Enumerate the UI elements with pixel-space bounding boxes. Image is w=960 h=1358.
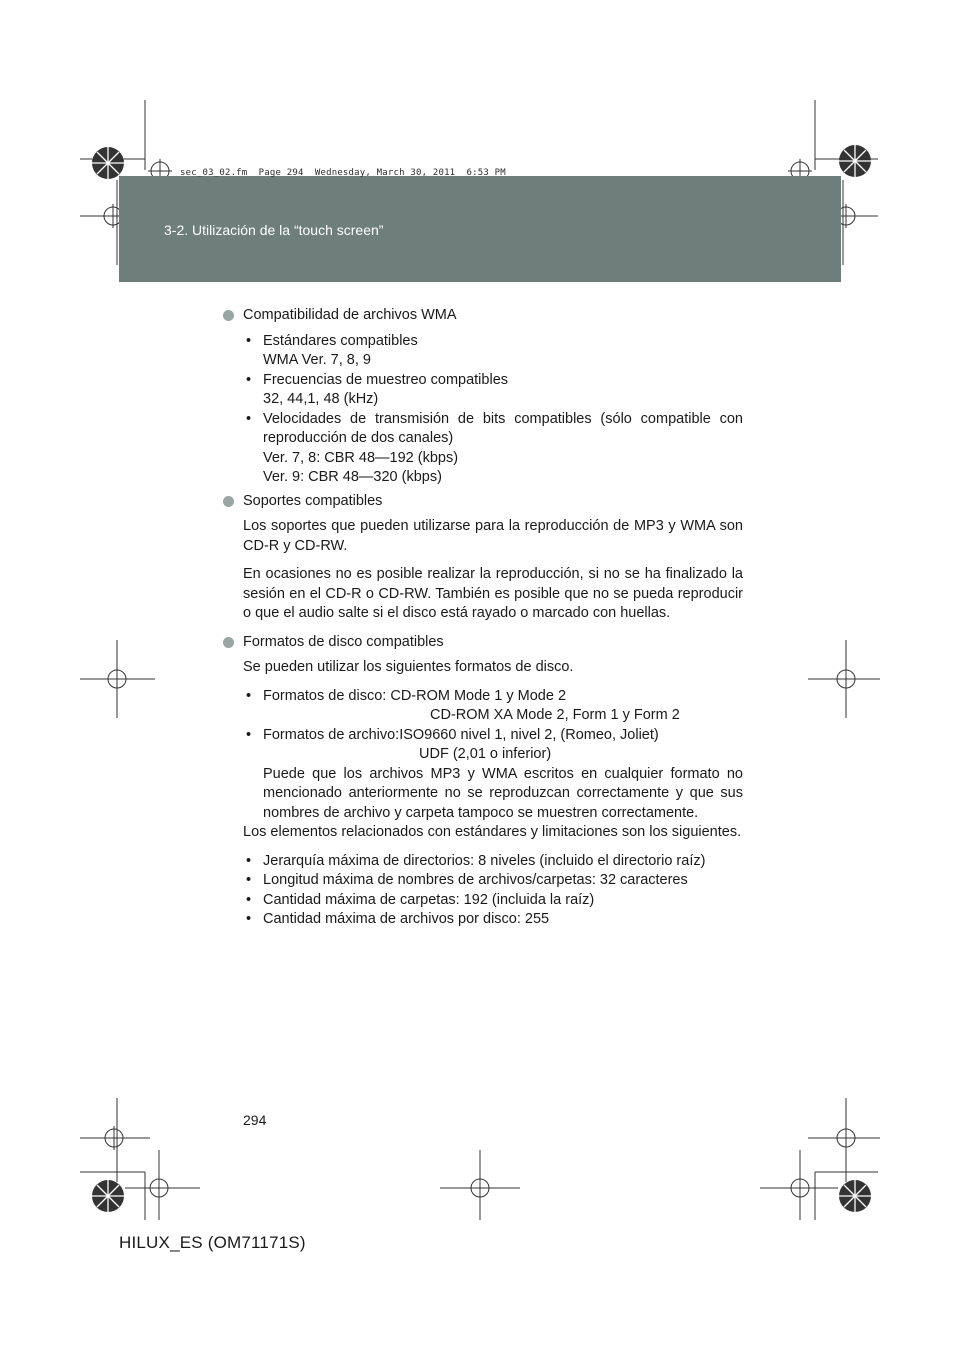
list-item: • Frecuencias de muestreo compatibles 32, 44,1, 48 (kHz) — [246, 371, 509, 407]
list-item: • Estándares compatibles WMA Ver. 7, 8, 9 — [246, 332, 418, 368]
footer-model: HILUX_ES (OM71171S) — [119, 1233, 306, 1252]
heading-media: Soportes compatibles — [222, 492, 743, 512]
heading-formats: Formatos de disco compatibles — [222, 633, 743, 653]
page-number: 294 — [243, 1112, 267, 1128]
list-item: • Jerarquía máxima de directorios: 8 niveles (incluido el directorio raíz) — [246, 852, 706, 869]
note: Puede que los archivos MP3 y WMA escritos en cualquier formato no mencionado anteriormente no se reproduzcan correctamente y que sus nombres de archivo y carpeta tampoco se muestren correctamente. — [263, 765, 743, 821]
section-title: 3-2. Utilización de la “touch screen” — [164, 222, 384, 238]
heading-wma: Compatibilidad de archivos WMA — [222, 306, 743, 326]
list-item: • Formatos de disco: CD-ROM Mode 1 y Mode 2 CD-ROM XA Mode 2, Form 1 y Form 2 — [246, 687, 680, 723]
paragraph: Se pueden utilizar los siguientes formatos de disco. — [243, 659, 574, 675]
limits-list — [222, 852, 743, 930]
page-content — [222, 306, 743, 930]
bullet-dot-icon — [223, 310, 234, 321]
paragraph: Los elementos relacionados con estándares y limitaciones son los siguientes. — [243, 824, 742, 840]
list-item: • Cantidad máxima de carpetas: 192 (incluida la raíz) — [246, 891, 595, 908]
print-stamp: sec_03_02.fm Page 294 Wednesday, March 30, 2011 6:53 PM — [180, 168, 506, 178]
formats-list — [222, 687, 743, 824]
list-item: • Longitud máxima de nombres de archivos/carpetas: 32 caracteres — [246, 872, 688, 888]
bullet-dot-icon — [223, 496, 234, 507]
list-item: • Velocidades de transmisión de bits compatibles (sólo compatible con reproducción de dos canales) Ver. 7, 8: CBR 48—192 (kbps) Ver. 9: CBR 48—320 (kbps) — [246, 410, 743, 485]
bullet-dot-icon — [223, 637, 234, 648]
paragraph: Los soportes que pueden utilizarse para la reproducción de MP3 y WMA son CD-R y CD-RW. — [243, 518, 743, 554]
list-item: • Cantidad máxima de archivos por disco: 255 — [246, 911, 550, 927]
list-item: • Formatos de archivo:ISO9660 nivel 1, nivel 2, (Romeo, Joliet) UDF (2,01 o inferior) — [246, 726, 659, 762]
paragraph: En ocasiones no es posible realizar la reproducción, si no se ha finalizado la sesión en el CD-R o CD-RW. También es posible que no se pueda reproducir o que el audio salte si el disco está rayado o marcado con huellas. — [243, 566, 743, 621]
wma-list — [222, 332, 743, 488]
